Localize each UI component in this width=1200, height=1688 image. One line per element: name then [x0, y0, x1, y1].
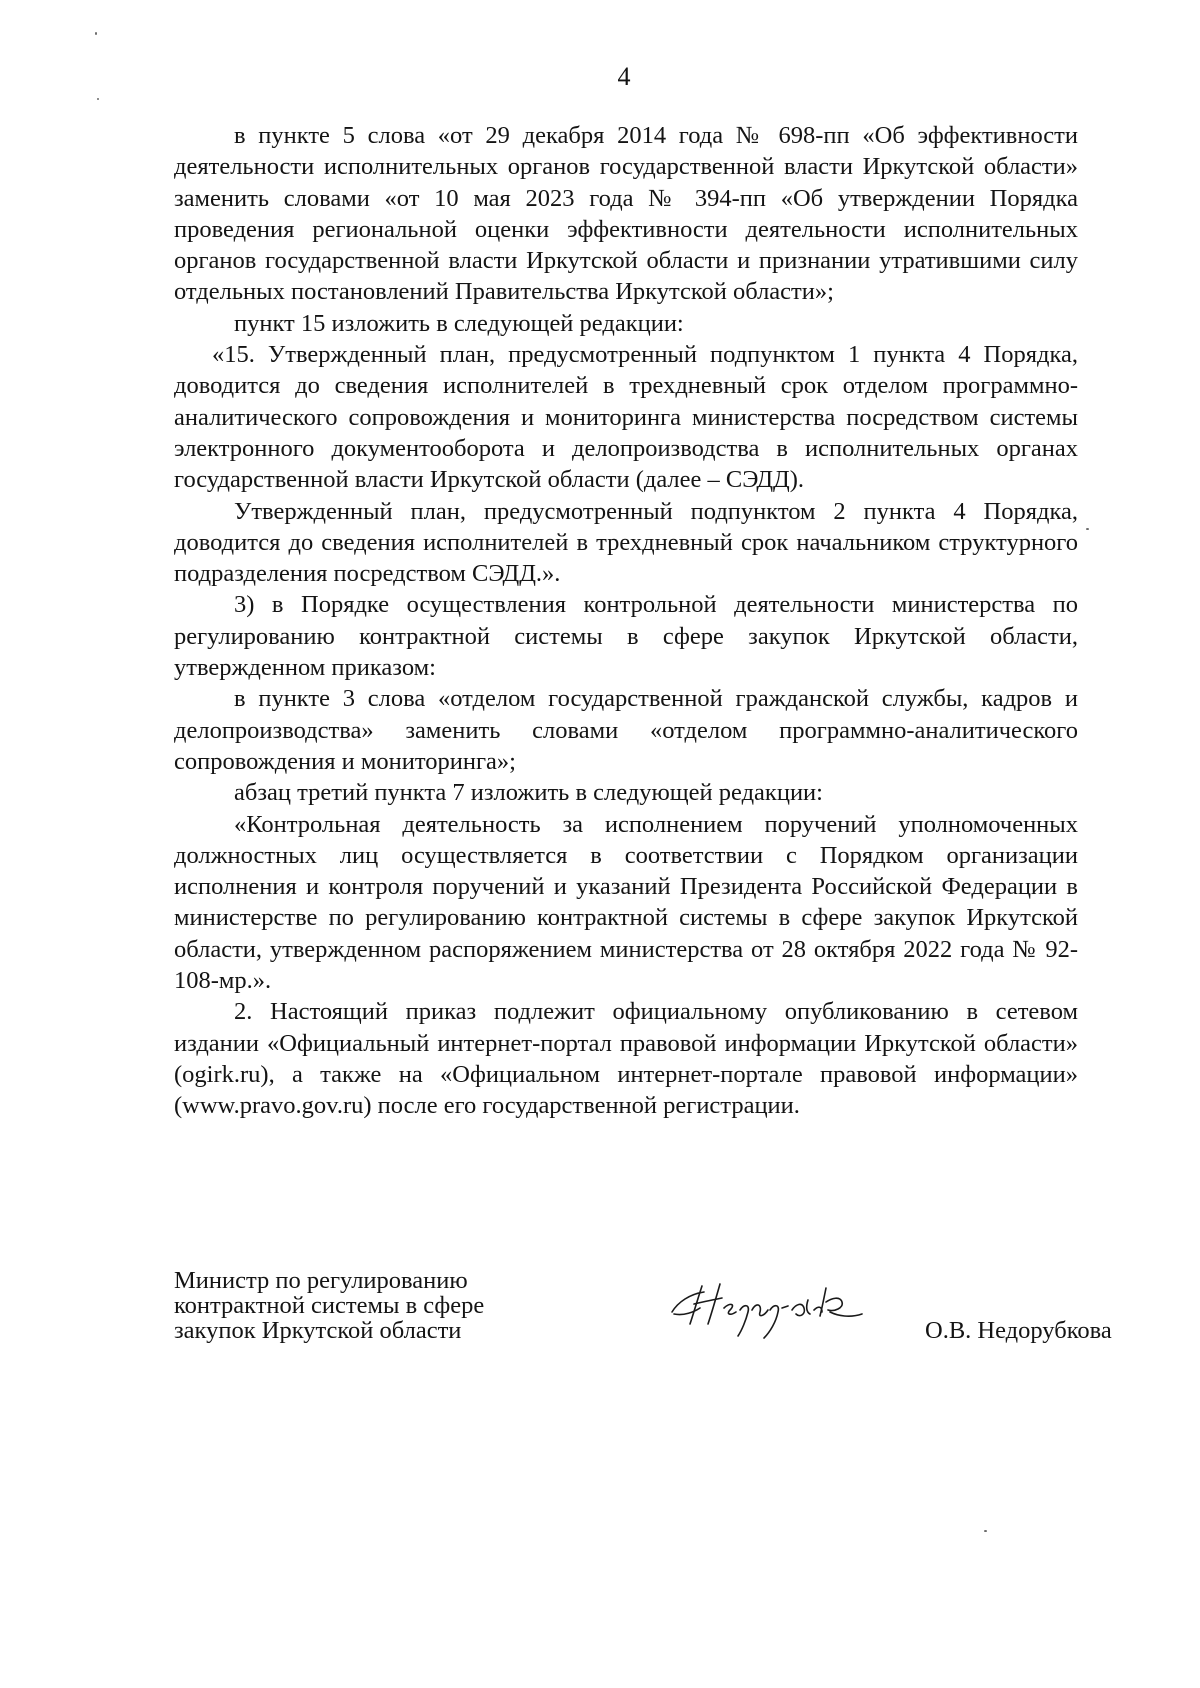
signatory-position-line: Министр по регулированию [174, 1267, 468, 1294]
paragraph-plan-subpoint-2: Утвержденный план, предусмотренный подпунктом 2 пункта 4 Порядка, доводится до сведения исполнителей в трехдневный срок начальником структурного подразделения посредством СЭДД.». [174, 497, 1078, 588]
handwritten-signature [664, 1272, 874, 1342]
scan-speck [984, 1530, 987, 1532]
paragraph-control-activity-quote: «Контрольная деятельность за исполнением поручений уполномоченных должностных лиц осуществляется в соответствии с Порядком организации исполнения и контроля поручений и указаний Президента Российской Федерации в министерстве по регулированию контрактной системы в сфере закупок Иркутской области, утвержденном распоряжением министерства от 28 октября 2022 года № 92-108-мр.». [174, 810, 1078, 995]
paragraph-publication: 2. Настоящий приказ подлежит официальному опубликованию в сетевом издании «Официальный интернет-портал правовой информации Иркутской области» (ogirk.ru), а также на «Официальном интернет-портале правовой информации» (www.pravo.gov.ru) после его государственной регистрации. [174, 998, 1078, 1120]
paragraph-point-7-intro: абзац третий пункта 7 изложить в следующей редакции: [234, 779, 823, 807]
signature-block [174, 1267, 1112, 1358]
paragraph-point-15-text: «15. Утвержденный план, предусмотренный подпунктом 1 пункта 4 Порядка, доводится до сведения исполнителей в трехдневный срок отделом программно-аналитического сопровождения и мониторинга министерства посредством системы электронного документооборота и делопроизводства в исполнительных органах государственной власти Иркутской области (далее – СЭДД). [174, 341, 1078, 494]
signatory-name: О.В. Недорубкова [925, 1317, 1112, 1344]
paragraph-point-3-replacement: в пункте 3 слова «отделом государственной гражданской службы, кадров и делопроизводства» заменить словами «отделом программно-аналитического сопровождения и мониторинга»; [174, 685, 1078, 775]
document-body [174, 120, 1078, 1122]
paragraph-point-15-intro: пункт 15 изложить в следующей редакции: [234, 309, 684, 337]
paragraph-item-3-control-order: 3) в Порядке осуществления контрольной деятельности министерства по регулированию контрактной системы в сфере закупок Иркутской области, утвержденном приказом: [174, 591, 1078, 682]
page-number: 4 [617, 62, 631, 91]
scan-speck [97, 98, 99, 100]
scan-speck [1086, 528, 1089, 530]
signatory-position-line: закупок Иркутской области [174, 1317, 462, 1344]
signatory-position-line: контрактной системы в сфере [174, 1292, 485, 1319]
paragraph-point-5-replacement: в пункте 5 слова «от 29 декабря 2014 года № 698-пп «Об эффективности деятельности исполнительных органов государственной власти Иркутской области» заменить словами «от 10 мая 2023 года № 394-пп «Об утверждении Порядка проведения региональной оценки эффективности деятельности исполнительных органов государственной власти Иркутской области и признании утратившими силу отдельных постановлений Правительства Иркутской области»; [174, 122, 1078, 306]
scan-speck [95, 32, 97, 35]
signatory-position [174, 1268, 484, 1343]
